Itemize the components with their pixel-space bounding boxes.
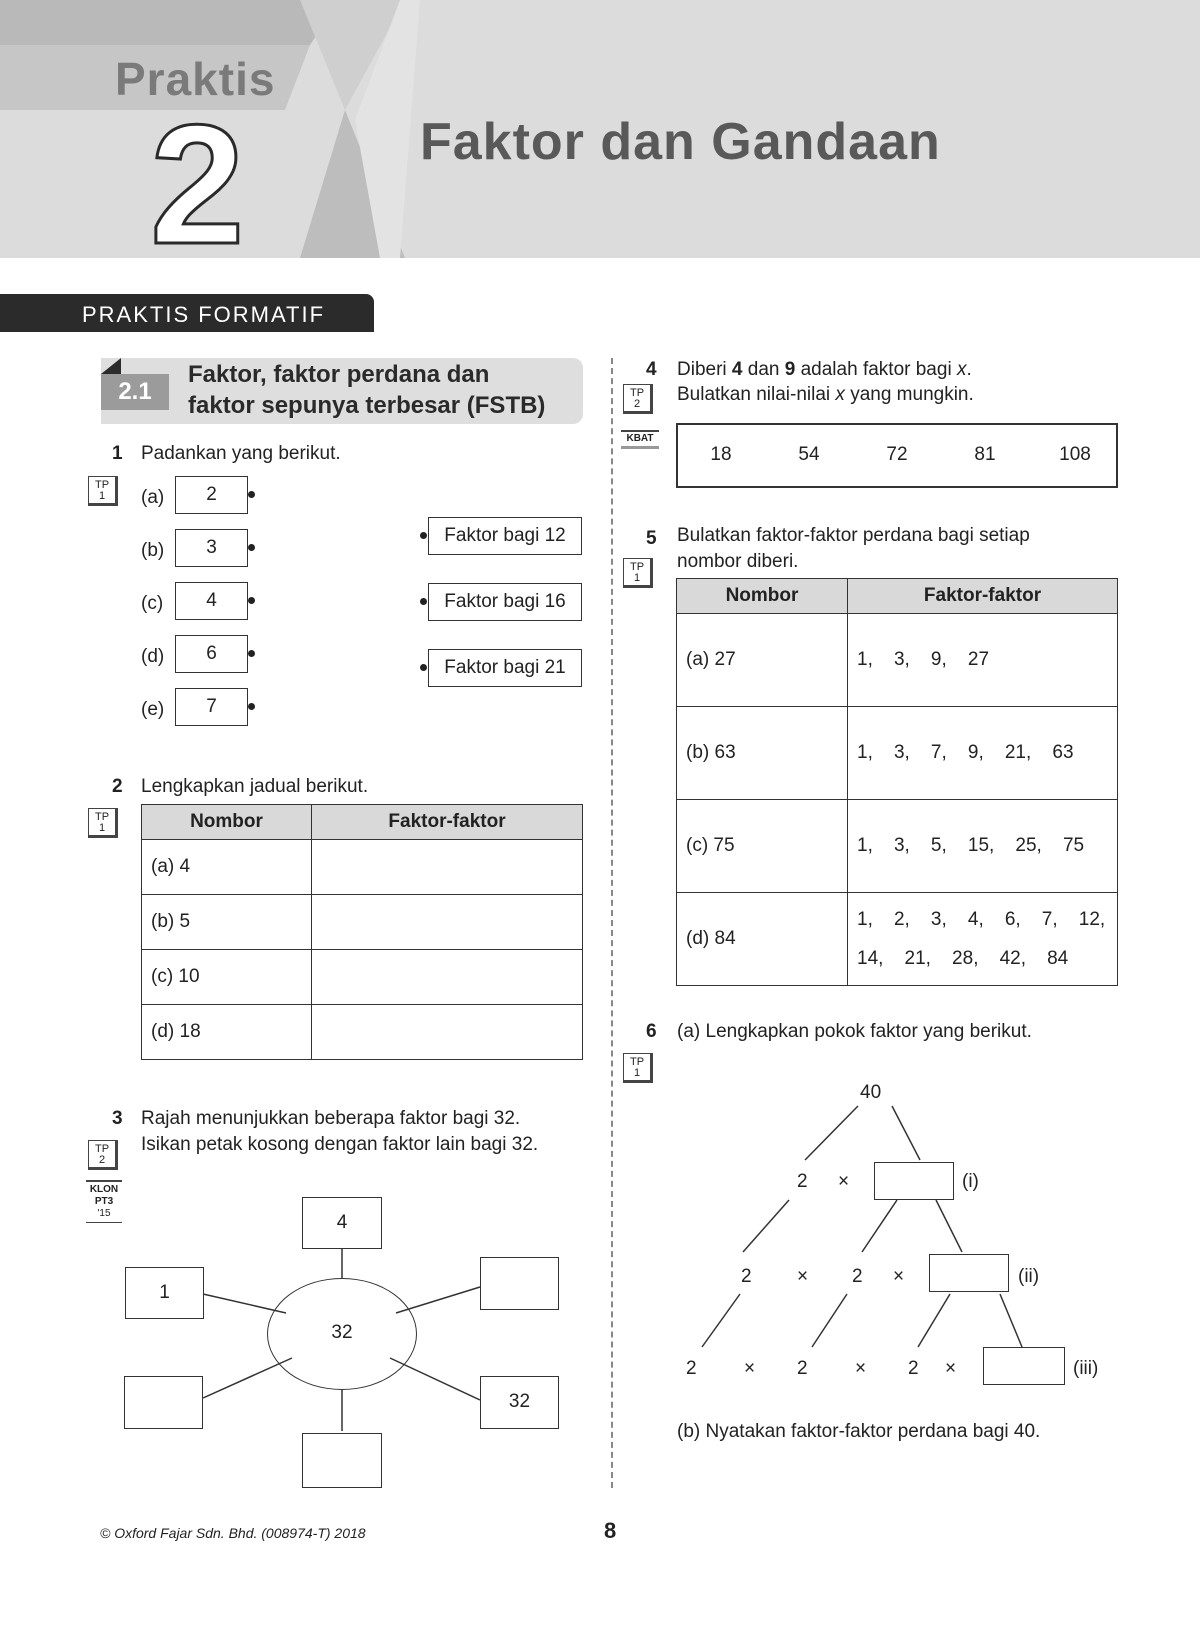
q4-number: 4	[646, 359, 657, 380]
q5-row-c-factors[interactable]: 1, 3, 5, 15, 25, 75	[848, 800, 1118, 893]
q2-answer-b[interactable]	[312, 895, 583, 950]
q3-center-circle: 32	[267, 1278, 417, 1390]
q6-part-b: (b) Nyatakan faktor-faktor perdana bagi 40.	[677, 1421, 1041, 1442]
q1-label-b: (b)	[141, 540, 165, 561]
q2-tp-badge: TP 1	[88, 808, 118, 838]
q3-text-line1: Rajah menunjukkan beberapa faktor bagi 32.	[141, 1108, 521, 1129]
q1-tp-badge: TP 1	[88, 476, 118, 506]
q3-box-right-bottom: 32	[480, 1376, 559, 1429]
q1-dot-e[interactable]	[248, 703, 255, 710]
q5-header-nombor: Nombor	[677, 579, 848, 614]
q3-box-left-bottom[interactable]	[124, 1376, 203, 1429]
q5-row-d-number: (d) 84	[677, 893, 848, 986]
q1-target-dot-3[interactable]	[420, 664, 427, 671]
subsection-corner	[101, 358, 121, 374]
q1-dot-a[interactable]	[248, 491, 255, 498]
q4-kbat-tag: KBAT	[621, 430, 659, 449]
q4-tp-badge: TP 2	[623, 384, 653, 414]
section-label: PRAKTIS FORMATIF	[82, 302, 326, 327]
q1-dot-d[interactable]	[248, 650, 255, 657]
q2-header-nombor: Nombor	[142, 805, 312, 840]
q6-l3-times-a: ×	[744, 1358, 756, 1379]
q6-l2-times-b: ×	[893, 1266, 905, 1287]
q6-l3-two-c: 2	[908, 1358, 919, 1379]
q6-box-i[interactable]	[874, 1162, 954, 1200]
q6-l3-times-b: ×	[855, 1358, 867, 1379]
q6-part-a: (a) Lengkapkan pokok faktor yang berikut.	[677, 1021, 1032, 1042]
q2-row-a: (a) 4	[142, 840, 312, 895]
q4-value-108[interactable]: 108	[1059, 444, 1091, 465]
q3-box-bottom[interactable]	[302, 1433, 382, 1488]
q6-l2-times-a: ×	[797, 1266, 809, 1287]
chapter-number: 2	[150, 90, 245, 280]
subsection-title	[188, 359, 545, 421]
q1-box-a: 2	[175, 476, 248, 514]
q1-target-2: Faktor bagi 16	[428, 583, 582, 621]
q5-row-a-factors[interactable]: 1, 3, 9, 27	[848, 614, 1118, 707]
q6-l2-two-a: 2	[741, 1266, 752, 1287]
q1-text: Padankan yang berikut.	[141, 443, 341, 464]
q6-number: 6	[646, 1021, 657, 1042]
q4-value-18[interactable]: 18	[710, 444, 732, 465]
q6-l3-two-a: 2	[686, 1358, 697, 1379]
q1-label-c: (c)	[141, 593, 164, 614]
q4-value-72[interactable]: 72	[886, 444, 908, 465]
q6-l3-two-b: 2	[797, 1358, 808, 1379]
q4-text-line2: Bulatkan nilai-nilai x yang mungkin.	[677, 384, 974, 405]
q3-number: 3	[112, 1108, 123, 1129]
q6-root: 40	[860, 1082, 882, 1103]
q2-row-c: (c) 10	[142, 950, 312, 1005]
q5-tp-badge: TP 1	[623, 558, 653, 588]
q4-text-line1: Diberi 4 dan 9 adalah faktor bagi x.	[677, 359, 972, 380]
q1-target-1: Faktor bagi 12	[428, 517, 582, 555]
q5-row-c-number: (c) 75	[677, 800, 848, 893]
q6-label-iii: (iii)	[1073, 1358, 1099, 1379]
q2-table	[141, 804, 583, 1060]
q2-text: Lengkapkan jadual berikut.	[141, 776, 369, 797]
q3-box-right-top[interactable]	[480, 1257, 559, 1310]
subsection-title-line2: faktor sepunya terbesar (FSTB)	[188, 392, 546, 419]
q5-table	[676, 578, 1118, 986]
q1-dot-c[interactable]	[248, 597, 255, 604]
q6-box-iii[interactable]	[983, 1347, 1065, 1385]
q5-text-line2: nombor diberi.	[677, 551, 799, 572]
q6-l1-times: ×	[838, 1171, 850, 1192]
subsection-title-line1: Faktor, faktor perdana dan	[188, 361, 490, 388]
footer-copyright: © Oxford Fajar Sdn. Bhd. (008974-T) 2018	[100, 1525, 366, 1541]
q5-header-faktor: Faktor-faktor	[848, 579, 1118, 614]
q5-text-line1: Bulatkan faktor-faktor perdana bagi setiap	[677, 525, 1030, 546]
q4-value-81[interactable]: 81	[974, 444, 996, 465]
page-number: 8	[604, 1518, 617, 1543]
q6-box-ii[interactable]	[929, 1254, 1009, 1292]
q5-row-a-number: (a) 27	[677, 614, 848, 707]
q1-box-d: 6	[175, 635, 248, 673]
q6-l3-times-c: ×	[945, 1358, 957, 1379]
q1-label-e: (e)	[141, 699, 165, 720]
q6-l2-two-b: 2	[852, 1266, 863, 1287]
q5-row-b-factors[interactable]: 1, 3, 7, 9, 21, 63	[848, 707, 1118, 800]
q3-text-line2: Isikan petak kosong dengan faktor lain bagi 32.	[141, 1134, 539, 1155]
q2-number: 2	[112, 776, 123, 797]
q4-value-54[interactable]: 54	[798, 444, 820, 465]
q3-box-top: 4	[302, 1197, 382, 1249]
q1-box-e: 7	[175, 688, 248, 726]
q1-target-dot-1[interactable]	[420, 532, 427, 539]
subsection-number: 2.1	[101, 374, 169, 410]
q6-label-ii: (ii)	[1018, 1266, 1040, 1287]
column-divider	[611, 358, 613, 1488]
q6-label-i: (i)	[962, 1171, 979, 1192]
q2-answer-c[interactable]	[312, 950, 583, 1005]
q5-number: 5	[646, 528, 657, 549]
q2-row-d: (d) 18	[142, 1005, 312, 1060]
q1-box-c: 4	[175, 582, 248, 620]
q6-tp-badge: TP 1	[623, 1053, 653, 1083]
q2-header-faktor: Faktor-faktor	[312, 805, 583, 840]
q1-dot-b[interactable]	[248, 544, 255, 551]
q1-target-3: Faktor bagi 21	[428, 649, 582, 687]
q5-row-b-number: (b) 63	[677, 707, 848, 800]
q1-box-b: 3	[175, 529, 248, 567]
q3-klon-tag: KLON PT3 '15	[86, 1180, 122, 1223]
q1-target-dot-2[interactable]	[420, 598, 427, 605]
praktis-label: Praktis	[115, 53, 276, 105]
q1-label-d: (d)	[141, 646, 165, 667]
q2-answer-d[interactable]	[312, 1005, 583, 1060]
chapter-title: Faktor dan Gandaan	[420, 113, 941, 171]
q2-row-b: (b) 5	[142, 895, 312, 950]
q1-number: 1	[112, 443, 123, 464]
q6-l1-two: 2	[797, 1171, 808, 1192]
q1-label-a: (a)	[141, 487, 165, 508]
q3-tp-badge: TP 2	[88, 1140, 118, 1170]
q5-row-d-factors[interactable]: 1, 2, 3, 4, 6, 7, 12, 14, 21, 28, 42, 84	[848, 893, 1118, 986]
q2-answer-a[interactable]	[312, 840, 583, 895]
q3-box-left: 1	[125, 1267, 204, 1319]
